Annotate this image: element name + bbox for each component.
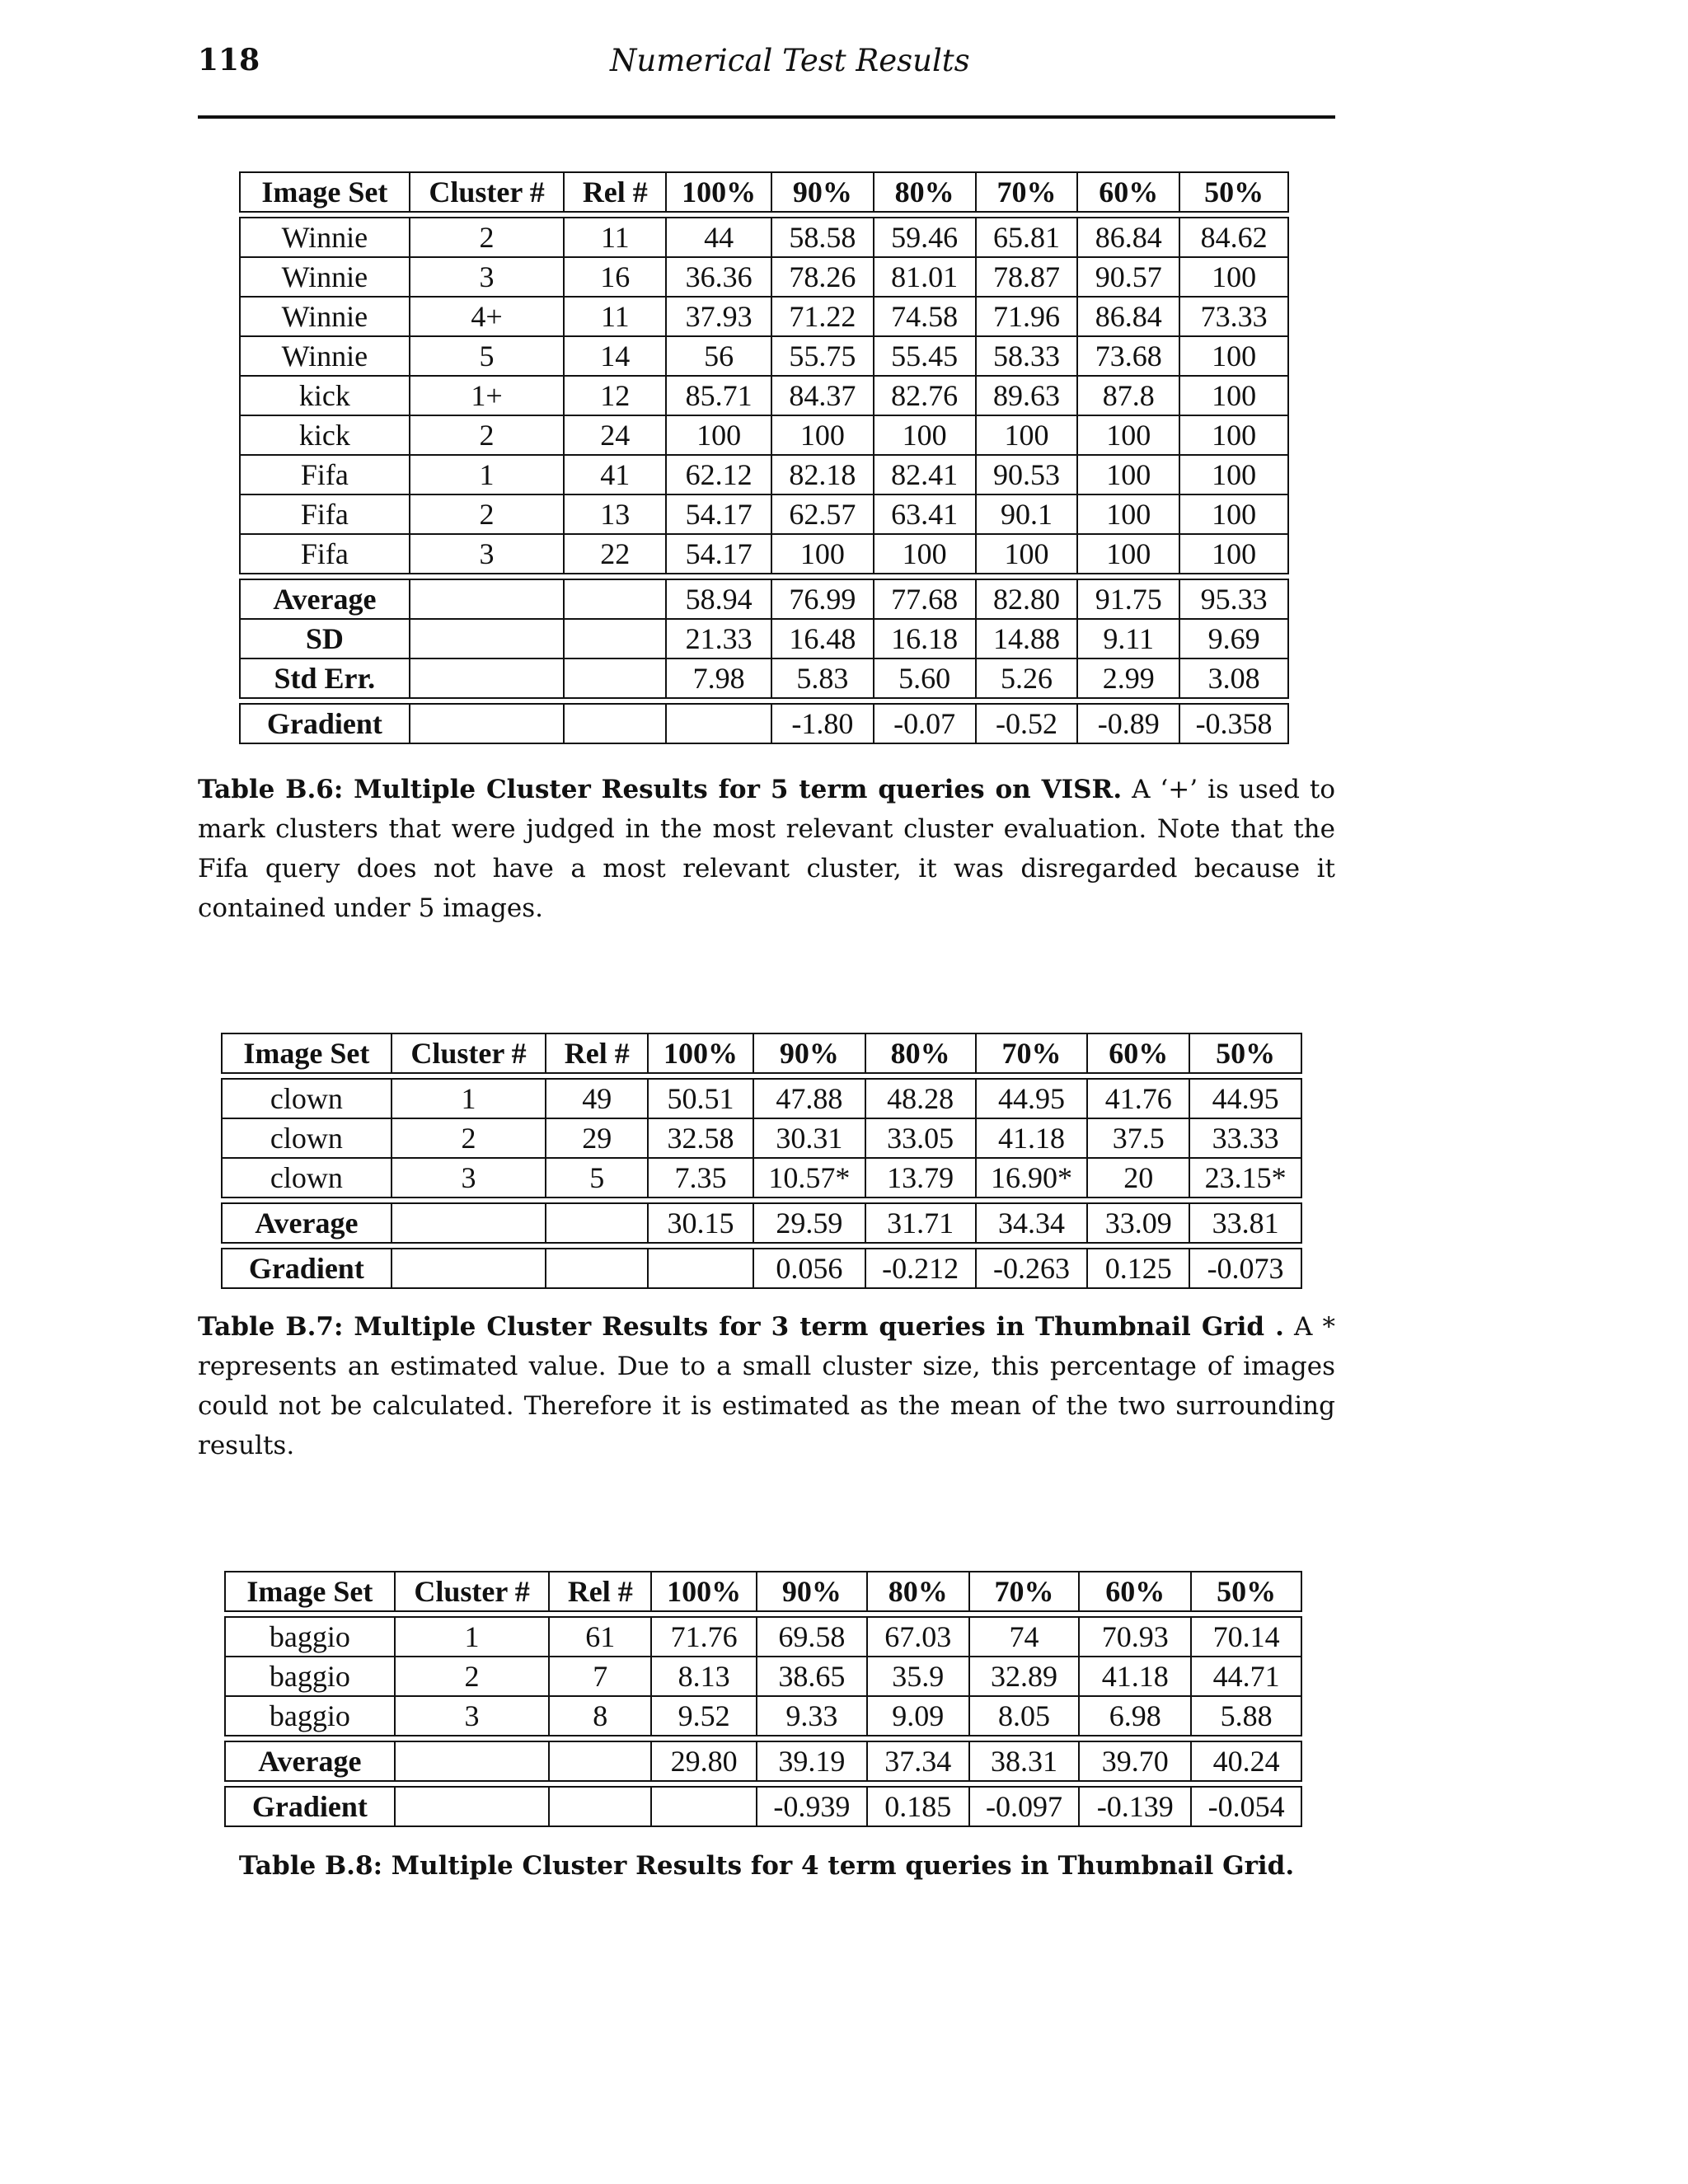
table-cell (564, 658, 666, 698)
table-cell: 100 (1179, 376, 1288, 415)
table-cell: 2 (410, 415, 565, 455)
table-cell: 56 (666, 336, 771, 376)
table-cell: 13 (564, 494, 666, 534)
table-cell: 81.01 (874, 257, 976, 297)
row-gap (225, 1611, 1301, 1617)
table-cell: 5.88 (1191, 1696, 1301, 1736)
table-cell: 33.81 (1189, 1203, 1301, 1243)
table-cell: 2.99 (1077, 658, 1179, 698)
running-header: Numerical Test Results (610, 43, 970, 78)
row-gap (225, 1736, 1301, 1741)
table-cell: -0.263 (976, 1249, 1088, 1288)
table-cell: 100 (771, 415, 874, 455)
row-gap (240, 212, 1288, 218)
table-b6-caption-body: A ‘+’ is used to mark clusters that were judged in the most relevant cluster evaluation. Note that the Fifa query does not have a most relevant cluster, it was disregarded because it contained under 5 images. (198, 775, 1335, 923)
stats-row-label: SD (240, 619, 410, 658)
table-cell: 37.93 (666, 297, 771, 336)
table-cell: 5 (546, 1158, 648, 1197)
column-header: 80% (874, 172, 976, 212)
table-cell: 84.62 (1179, 218, 1288, 257)
table-row-label: Winnie (240, 336, 410, 376)
table-cell: 58.33 (976, 336, 1078, 376)
table-cell: 100 (1179, 336, 1288, 376)
table-cell: 44.95 (1189, 1079, 1301, 1118)
table-cell: 100 (666, 415, 771, 455)
table-cell (392, 1249, 546, 1288)
table-cell: 44 (666, 218, 771, 257)
table-cell: -0.054 (1191, 1787, 1301, 1826)
table-cell: 3.08 (1179, 658, 1288, 698)
stats-row (222, 1203, 1301, 1243)
table-cell: 100 (976, 534, 1078, 574)
table-cell (410, 619, 565, 658)
table-cell: 32.89 (969, 1657, 1080, 1696)
table-cell: 33.33 (1189, 1118, 1301, 1158)
table-cell (564, 579, 666, 619)
table-row (240, 376, 1288, 415)
table-cell: 82.41 (874, 455, 976, 494)
table-cell: 16.90* (976, 1158, 1088, 1197)
table-cell: 33.05 (865, 1118, 976, 1158)
table-row-label: Fifa (240, 455, 410, 494)
table-cell: 100 (1179, 455, 1288, 494)
table-cell: 30.15 (648, 1203, 753, 1243)
table-cell: 1 (410, 455, 565, 494)
table-row-label: clown (222, 1158, 392, 1197)
table-cell: 100 (1077, 455, 1179, 494)
table-cell: 29.59 (753, 1203, 865, 1243)
table-cell: 24 (564, 415, 666, 455)
column-header: 50% (1179, 172, 1288, 212)
table-cell: 54.17 (666, 494, 771, 534)
table-row (222, 1079, 1301, 1118)
table-cell: 100 (1179, 494, 1288, 534)
table-b7-caption-body: A * represents an estimated value. Due to a small cluster size, this percentage of images could not be calculated. Therefore it is estimated as the mean of the two surrounding results. (198, 1312, 1335, 1460)
table-cell: -0.073 (1189, 1249, 1301, 1288)
table-cell: 70.93 (1079, 1617, 1191, 1657)
table-row (240, 297, 1288, 336)
table-cell: 86.84 (1077, 297, 1179, 336)
table-cell: 85.71 (666, 376, 771, 415)
page-number: 118 (198, 43, 260, 77)
table-cell: 69.58 (757, 1617, 867, 1657)
table-cell: 39.70 (1079, 1741, 1191, 1781)
table-cell: 40.24 (1191, 1741, 1301, 1781)
table-cell (546, 1203, 648, 1243)
table-cell: 29 (546, 1118, 648, 1158)
table-b8-caption-lead: Table B.8 (238, 1851, 373, 1881)
table-cell: 62.57 (771, 494, 874, 534)
table-cell: 2 (395, 1657, 550, 1696)
table-b7-caption (198, 1307, 1335, 1465)
table-cell: 13.79 (865, 1158, 976, 1197)
table-cell: 74.58 (874, 297, 976, 336)
table-row (222, 1158, 1301, 1197)
table-b7-caption-lead: Table B.7: Multiple Cluster Results for 3 term queries in Thumbnail Grid . (198, 1312, 1284, 1342)
table-cell: 100 (771, 534, 874, 574)
table-cell: 20 (1087, 1158, 1189, 1197)
table-cell: 16.18 (874, 619, 976, 658)
table-b6-caption (198, 770, 1335, 928)
table-cell: 50.51 (648, 1079, 753, 1118)
table-cell: 70.14 (1191, 1617, 1301, 1657)
column-header: 100% (648, 1033, 753, 1073)
table-cell: 100 (1077, 534, 1179, 574)
table-cell: 100 (1077, 494, 1179, 534)
table-row-label: Winnie (240, 257, 410, 297)
table-header-row (240, 172, 1288, 212)
table-cell: 3 (410, 534, 565, 574)
table-row (225, 1696, 1301, 1736)
table-cell: 86.84 (1077, 218, 1179, 257)
table-cell: 11 (564, 218, 666, 257)
table-row-label: baggio (225, 1696, 395, 1736)
table-b8-caption-body: : Multiple Cluster Results for 4 term queries in Thumbnail Grid. (373, 1851, 1295, 1881)
table-cell: 9.11 (1077, 619, 1179, 658)
table-cell: 82.76 (874, 376, 976, 415)
table-cell: 14 (564, 336, 666, 376)
table-cell: 14.88 (976, 619, 1078, 658)
table-cell: 89.63 (976, 376, 1078, 415)
table-cell: 90.53 (976, 455, 1078, 494)
table-cell (395, 1741, 550, 1781)
table-cell: 0.185 (867, 1787, 969, 1826)
table-cell: 3 (410, 257, 565, 297)
column-header: Rel # (564, 172, 666, 212)
table-cell: 41.18 (1079, 1657, 1191, 1696)
table-cell: 44.95 (976, 1079, 1088, 1118)
table-cell: 9.52 (651, 1696, 757, 1736)
table-cell (410, 658, 565, 698)
table-cell: 11 (564, 297, 666, 336)
table-row-label: baggio (225, 1617, 395, 1657)
table-cell (392, 1203, 546, 1243)
column-header: Cluster # (395, 1572, 550, 1611)
table-cell: -1.80 (771, 704, 874, 743)
table-row-label: kick (240, 376, 410, 415)
table-cell: 48.28 (865, 1079, 976, 1118)
table-cell: 78.87 (976, 257, 1078, 297)
gradient-row (225, 1787, 1301, 1826)
table-cell: 90.1 (976, 494, 1078, 534)
table-b6-caption-lead: Table B.6: Multiple Cluster Results for 5 term queries on VISR. (198, 775, 1123, 804)
row-gap (222, 1197, 1301, 1203)
table-row (240, 494, 1288, 534)
column-header: 70% (976, 172, 1078, 212)
row-gap (222, 1073, 1301, 1079)
table-cell: 7.35 (648, 1158, 753, 1197)
row-gap (222, 1243, 1301, 1249)
table-cell: 77.68 (874, 579, 976, 619)
stats-row-label: Average (240, 579, 410, 619)
table-b8 (224, 1571, 1302, 1827)
column-header: Cluster # (392, 1033, 546, 1073)
table-cell: 21.33 (666, 619, 771, 658)
gradient-row-label: Gradient (240, 704, 410, 743)
table-row-label: Winnie (240, 218, 410, 257)
table-cell: 82.80 (976, 579, 1078, 619)
table-cell: 71.96 (976, 297, 1078, 336)
table-cell: 84.37 (771, 376, 874, 415)
gradient-row (222, 1249, 1301, 1288)
table-row-label: baggio (225, 1657, 395, 1696)
column-header: 80% (865, 1033, 976, 1073)
table-cell: -0.097 (969, 1787, 1080, 1826)
table-row-label: clown (222, 1079, 392, 1118)
table-cell (564, 619, 666, 658)
table-cell: 78.26 (771, 257, 874, 297)
table-cell: 36.36 (666, 257, 771, 297)
table-cell: 87.8 (1077, 376, 1179, 415)
table-header-row (222, 1033, 1301, 1073)
table-cell: 35.9 (867, 1657, 969, 1696)
stats-row-label: Average (222, 1203, 392, 1243)
table-cell: 0.125 (1087, 1249, 1189, 1288)
row-gap (240, 574, 1288, 579)
column-header: Image Set (225, 1572, 395, 1611)
table-cell: 73.68 (1077, 336, 1179, 376)
stats-row (240, 579, 1288, 619)
table-cell: 8 (549, 1696, 651, 1736)
stats-row-label: Std Err. (240, 658, 410, 698)
table-cell: 30.31 (753, 1118, 865, 1158)
row-gap (240, 698, 1288, 704)
column-header: Image Set (240, 172, 410, 212)
table-row (225, 1657, 1301, 1696)
table-cell: 2 (410, 494, 565, 534)
table-cell: 5 (410, 336, 565, 376)
row-gap (225, 1781, 1301, 1787)
table-cell: -0.52 (976, 704, 1078, 743)
table-cell: -0.139 (1079, 1787, 1191, 1826)
table-row-label: Fifa (240, 534, 410, 574)
table-cell: -0.358 (1179, 704, 1288, 743)
table-row (240, 257, 1288, 297)
table-row-label: clown (222, 1118, 392, 1158)
table-cell: 7.98 (666, 658, 771, 698)
table-cell (546, 1249, 648, 1288)
table-cell (564, 704, 666, 743)
table-cell: 0.056 (753, 1249, 865, 1288)
stats-row (240, 658, 1288, 698)
table-cell: 8.13 (651, 1657, 757, 1696)
table-cell: 9.33 (757, 1696, 867, 1736)
table-cell: 90.57 (1077, 257, 1179, 297)
stats-row (225, 1741, 1301, 1781)
column-header: 60% (1079, 1572, 1191, 1611)
column-header: 50% (1189, 1033, 1301, 1073)
table-cell: 55.45 (874, 336, 976, 376)
table-cell: 1 (392, 1079, 546, 1118)
table-b6 (239, 171, 1289, 744)
table-cell: -0.89 (1077, 704, 1179, 743)
table-cell (410, 704, 565, 743)
table-cell: 3 (395, 1696, 550, 1736)
table-row (240, 415, 1288, 455)
table-cell: 100 (1179, 257, 1288, 297)
table-cell: 62.12 (666, 455, 771, 494)
table-cell: 37.5 (1087, 1118, 1189, 1158)
table-row (225, 1617, 1301, 1657)
table-cell: 71.76 (651, 1617, 757, 1657)
table-cell: 23.15* (1189, 1158, 1301, 1197)
column-header: 60% (1087, 1033, 1189, 1073)
table-cell: 100 (1179, 534, 1288, 574)
table-cell: 91.75 (1077, 579, 1179, 619)
column-header: 90% (757, 1572, 867, 1611)
table-b7 (221, 1033, 1302, 1289)
table-cell: 100 (1179, 415, 1288, 455)
table-cell: 82.18 (771, 455, 874, 494)
table-cell: 22 (564, 534, 666, 574)
table-cell: 49 (546, 1079, 648, 1118)
table-cell (395, 1787, 550, 1826)
gradient-row-label: Gradient (225, 1787, 395, 1826)
table-header-row (225, 1572, 1301, 1611)
table-cell: 95.33 (1179, 579, 1288, 619)
table-cell: 12 (564, 376, 666, 415)
table-cell: 33.09 (1087, 1203, 1189, 1243)
table-cell: 1+ (410, 376, 565, 415)
table-cell: 54.17 (666, 534, 771, 574)
gradient-row (240, 704, 1288, 743)
table-cell (666, 704, 771, 743)
stats-row-label: Average (225, 1741, 395, 1781)
header-rule (198, 115, 1335, 119)
table-cell: 7 (549, 1657, 651, 1696)
table-cell: 74 (969, 1617, 1080, 1657)
table-row-label: Fifa (240, 494, 410, 534)
table-cell: 63.41 (874, 494, 976, 534)
table-row (240, 534, 1288, 574)
table-cell: 1 (395, 1617, 550, 1657)
table-cell: 29.80 (651, 1741, 757, 1781)
column-header: 50% (1191, 1572, 1301, 1611)
table-cell: -0.939 (757, 1787, 867, 1826)
table-cell: 47.88 (753, 1079, 865, 1118)
column-header: 60% (1077, 172, 1179, 212)
table-cell: 39.19 (757, 1741, 867, 1781)
table-cell (549, 1787, 651, 1826)
table-cell: 32.58 (648, 1118, 753, 1158)
column-header: 70% (976, 1033, 1088, 1073)
column-header: 70% (969, 1572, 1080, 1611)
table-cell: 65.81 (976, 218, 1078, 257)
table-cell: 10.57* (753, 1158, 865, 1197)
column-header: 100% (651, 1572, 757, 1611)
table-cell: 37.34 (867, 1741, 969, 1781)
table-cell: 58.94 (666, 579, 771, 619)
column-header: Rel # (549, 1572, 651, 1611)
table-cell: 2 (410, 218, 565, 257)
table-cell: 100 (874, 415, 976, 455)
column-header: 100% (666, 172, 771, 212)
table-cell: 41 (564, 455, 666, 494)
table-cell: 5.83 (771, 658, 874, 698)
table-cell: 71.22 (771, 297, 874, 336)
table-cell: -0.07 (874, 704, 976, 743)
table-cell: 100 (1077, 415, 1179, 455)
table-row (222, 1118, 1301, 1158)
column-header: Rel # (546, 1033, 648, 1073)
table-b8-caption (198, 1846, 1335, 1886)
table-cell: 41.76 (1087, 1079, 1189, 1118)
table-row (240, 336, 1288, 376)
table-cell: 58.58 (771, 218, 874, 257)
table-cell: 38.31 (969, 1741, 1080, 1781)
table-cell: 3 (392, 1158, 546, 1197)
table-cell: 76.99 (771, 579, 874, 619)
table-cell: 9.69 (1179, 619, 1288, 658)
table-cell: 59.46 (874, 218, 976, 257)
table-cell: 5.60 (874, 658, 976, 698)
table-cell (648, 1249, 753, 1288)
column-header: 80% (867, 1572, 969, 1611)
table-cell: 41.18 (976, 1118, 1088, 1158)
table-row-label: Winnie (240, 297, 410, 336)
table-cell (651, 1787, 757, 1826)
table-cell: 38.65 (757, 1657, 867, 1696)
gradient-row-label: Gradient (222, 1249, 392, 1288)
table-cell: 6.98 (1079, 1696, 1191, 1736)
table-cell (549, 1741, 651, 1781)
table-cell (410, 579, 565, 619)
table-row (240, 218, 1288, 257)
table-cell: 2 (392, 1118, 546, 1158)
table-cell: 73.33 (1179, 297, 1288, 336)
table-cell: 8.05 (969, 1696, 1080, 1736)
table-row (240, 455, 1288, 494)
table-cell: 100 (874, 534, 976, 574)
table-cell: 61 (549, 1617, 651, 1657)
table-cell: 16.48 (771, 619, 874, 658)
table-cell: 55.75 (771, 336, 874, 376)
table-cell: 9.09 (867, 1696, 969, 1736)
table-cell: 44.71 (1191, 1657, 1301, 1696)
stats-row (240, 619, 1288, 658)
column-header: 90% (771, 172, 874, 212)
column-header: Image Set (222, 1033, 392, 1073)
table-cell: 31.71 (865, 1203, 976, 1243)
table-row-label: kick (240, 415, 410, 455)
table-cell: 4+ (410, 297, 565, 336)
table-cell: 100 (976, 415, 1078, 455)
table-cell: 67.03 (867, 1617, 969, 1657)
table-cell: 5.26 (976, 658, 1078, 698)
column-header: 90% (753, 1033, 865, 1073)
table-cell: 16 (564, 257, 666, 297)
column-header: Cluster # (410, 172, 565, 212)
table-cell: 34.34 (976, 1203, 1088, 1243)
table-cell: -0.212 (865, 1249, 976, 1288)
